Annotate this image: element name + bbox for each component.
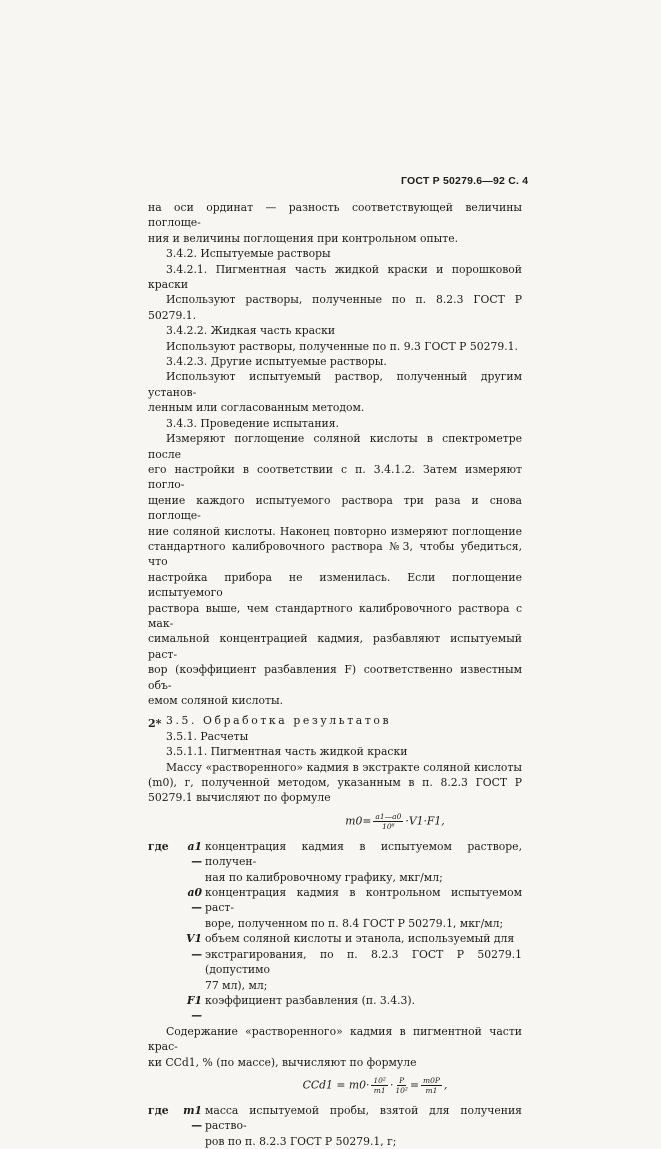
text-line: настройка прибора не изменилась. Если поглощение испытуемого bbox=[148, 570, 522, 600]
definition-item bbox=[148, 885, 522, 931]
section-heading: 3.5. Обработка результатов bbox=[166, 714, 392, 728]
document-body bbox=[148, 200, 522, 1149]
text-line: (m0), г, полученной методом, указанным в п. 8.2.3 ГОСТ Р bbox=[148, 776, 522, 790]
definition-text: концентрация кадмия в испытуемом растворе, получен- bbox=[205, 839, 522, 869]
page-header: ГОСТ Р 50279.6—92 С. 4 bbox=[401, 175, 529, 187]
text-line: вор (коэффициент разбавления F) соответственно известным объ- bbox=[148, 663, 522, 692]
fraction-denominator: 10⁶ bbox=[382, 821, 395, 831]
text-line: щение каждого испытуемого раствора три раза и снова поглоще- bbox=[148, 493, 522, 523]
section-heading: 3.4.2.1. Пигментная часть жидкой краски и порошковой краски bbox=[148, 262, 522, 292]
text-line: на оси ординат — разность соответствующей величины поглоще- bbox=[148, 201, 522, 230]
fraction-numerator: P bbox=[399, 1075, 405, 1085]
text-line: Используют растворы, полученные по п. 8.2.3 ГОСТ Р 50279.1. bbox=[148, 293, 522, 322]
text-line: симальной концентрацией кадмия, разбавляют испытуемый раст- bbox=[148, 632, 522, 661]
definitions-list bbox=[148, 839, 522, 1024]
fraction-numerator: 10² bbox=[373, 1075, 386, 1085]
definition-symbol: V1 — bbox=[186, 932, 202, 961]
definition-lead bbox=[148, 931, 176, 993]
formula-rhs: ·V1·F1, bbox=[405, 814, 445, 828]
formula-lhs: CCd1 = m0· bbox=[302, 1078, 370, 1092]
definition-symbol: a1 — bbox=[187, 839, 202, 869]
definition-lead bbox=[148, 885, 176, 931]
text-line: Измеряют поглощение соляной кислоты в спектрометре после bbox=[148, 432, 522, 461]
formula-operator: · bbox=[389, 1078, 394, 1092]
text-line: ленным или согласованным методом. bbox=[148, 401, 365, 415]
text-line: стандартного калибровочного раствора №3, чтобы убедиться, что bbox=[148, 539, 522, 569]
definition-text: масса испытуемой пробы, взятой для получения раство- bbox=[205, 1103, 522, 1133]
definition-lead: где bbox=[148, 839, 169, 853]
definition-item bbox=[148, 931, 522, 993]
text-line: Используют растворы, полученные по п. 9.3 ГОСТ Р 50279.1. bbox=[166, 339, 518, 353]
definition-text: воре, полученном по п. 8.4 ГОСТ Р 50279.1, мкг/мл; bbox=[205, 916, 504, 930]
definition-text: коэффициент разбавления (п. 3.4.3). bbox=[205, 993, 416, 1007]
text-line: ние соляной кислоты. Наконец повторно измеряют поглощение bbox=[148, 524, 522, 538]
text-line: ния и величины поглощения при контрольном опыте. bbox=[148, 231, 459, 245]
definitions-list bbox=[148, 1103, 522, 1149]
section-heading: 3.4.2.2. Жидкая часть краски bbox=[166, 324, 336, 338]
formula-fraction bbox=[395, 1076, 408, 1095]
formula-end: , bbox=[443, 1078, 448, 1092]
section-heading: 3.5.1.1. Пигментная часть жидкой краски bbox=[166, 745, 408, 759]
text-line: его настройки в соответствии с п. 3.4.1.2. Затем измеряют погло- bbox=[148, 462, 522, 492]
definition-lead bbox=[148, 993, 176, 1024]
formula-mass bbox=[208, 812, 582, 831]
fraction-denominator: 10² bbox=[395, 1085, 408, 1095]
definition-text: ров по п. 8.2.3 ГОСТ Р 50279.1, г; bbox=[205, 1134, 397, 1148]
text-line: раствора выше, чем стандартного калибровочного раствора с мак- bbox=[148, 601, 522, 630]
definition-item bbox=[148, 993, 522, 1024]
definition-text: концентрация кадмия в контрольном испытуемом раст- bbox=[205, 886, 522, 915]
section-heading: 3.5.1. Расчеты bbox=[166, 729, 249, 743]
fraction-denominator: m1 bbox=[425, 1085, 438, 1095]
text-line: ки CCd1, % (по массе), вычисляют по формуле bbox=[148, 1055, 417, 1069]
definition-text: объем соляной кислоты и этанола, используемый для bbox=[205, 932, 515, 946]
definition-text: экстрагирования, по п. 8.2.3 ГОСТ Р 50279.1 (допустимо bbox=[205, 947, 522, 977]
definition-item bbox=[148, 839, 522, 885]
formula-fraction bbox=[421, 1076, 442, 1095]
definition-symbol: F1 — bbox=[186, 993, 202, 1023]
formula-content bbox=[188, 1076, 562, 1095]
formula-operator: = bbox=[409, 1078, 419, 1092]
text-line: Содержание «растворенного» кадмия в пигментной части крас- bbox=[148, 1024, 522, 1054]
formula-fraction bbox=[371, 1076, 388, 1095]
definition-symbol: m1 — bbox=[183, 1103, 202, 1133]
definition-text: ная по калибровочному графику, мкг/мл; bbox=[205, 870, 443, 884]
section-heading: 3.4.2.3. Другие испытуемые растворы. bbox=[166, 355, 387, 369]
definition-symbol: a0 — bbox=[187, 886, 202, 915]
text-line: Используют испытуемый раствор, полученный другим установ- bbox=[148, 370, 522, 399]
section-heading: 3.4.2. Испытуемые растворы bbox=[166, 247, 331, 261]
text-line: 50279.1 вычисляют по формуле bbox=[148, 791, 331, 805]
page-footer-mark: 2* bbox=[148, 717, 162, 730]
definition-item bbox=[148, 1103, 522, 1149]
fraction-numerator: m0P bbox=[423, 1075, 440, 1085]
fraction-denominator: m1 bbox=[373, 1085, 386, 1095]
definition-lead: где bbox=[148, 1103, 169, 1117]
text-line: Массу «растворенного» кадмия в экстракте соляной кислоты bbox=[166, 760, 522, 774]
definition-text: 77 мл), мл; bbox=[205, 978, 268, 992]
text-line: емом соляной кислоты. bbox=[148, 694, 284, 707]
formula-fraction bbox=[373, 812, 403, 831]
section-heading: 3.4.3. Проведение испытания. bbox=[166, 416, 339, 430]
formula-lhs: m0= bbox=[345, 814, 372, 828]
fraction-numerator: a1—a0 bbox=[375, 811, 402, 821]
